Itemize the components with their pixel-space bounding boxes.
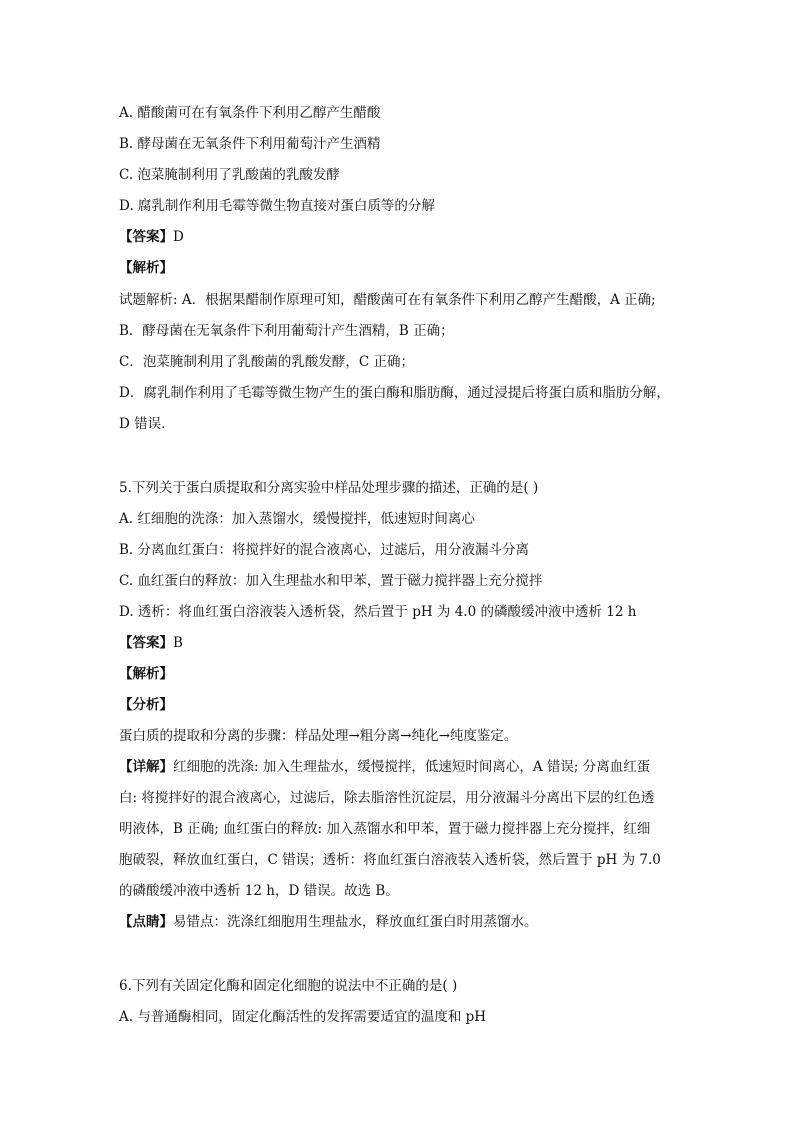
q4-analysis-line: D．腐乳制作利用了毛霉等微生物产生的蛋白酶和脂肪酶，通过浸提后将蛋白质和脂肪分解， <box>119 385 670 401</box>
detail-text: 红细胞的洗涤: 加入生理盐水，缓慢搅拌，低速短时间离心，A 错误; 分离血红蛋 <box>173 759 651 775</box>
q4-analysis-tag: 【解析】 <box>119 260 173 276</box>
q4-analysis-line: 试题解析: A．根据果醋制作原理可知，醋酸菌可在有氧条件下利用乙醇产生醋酸，A 正确; <box>119 292 656 308</box>
answer-tag: 【答案】 <box>119 229 173 245</box>
dianjing-tag: 【点睛】 <box>119 914 173 930</box>
q5-option-b: B. 分离血红蛋白：将搅拌好的混合液离心，过滤后，用分液漏斗分离 <box>119 542 530 558</box>
q6-option-a: A. 与普通酶相同，固定化酶活性的发挥需要适宜的温度和 pH <box>119 1009 487 1025</box>
q5-analysis-tag: 【解析】 <box>119 666 173 682</box>
q4-analysis-line: B．酵母菌在无氧条件下利用葡萄汁产生酒精，B 正确； <box>119 323 454 339</box>
dianjing-text: 易错点：洗涤红细胞用生理盐水，释放血红蛋白时用蒸馏水。 <box>173 914 538 930</box>
q5-option-a: A. 红细胞的洗涤：加入蒸馏水，缓慢搅拌，低速短时间离心 <box>119 511 475 527</box>
q5-detail-line <box>119 758 650 776</box>
q5-option-c: C. 血红蛋白的释放：加入生理盐水和甲苯，置于磁力搅拌器上充分搅拌 <box>119 573 543 589</box>
q5-stem: 5.下列关于蛋白质提取和分离实验中样品处理步骤的描述，正确的是( ) <box>119 480 539 496</box>
q4-option-b: B. 酵母菌在无氧条件下利用葡萄汁产生酒精 <box>119 136 381 152</box>
q4-option-a: A. 醋酸菌可在有氧条件下利用乙醇产生醋酸 <box>119 105 381 121</box>
q5-fenxi-tag: 【分析】 <box>119 697 173 713</box>
q4-option-d: D. 腐乳制作利用毛霉等微生物直接对蛋白质等的分解 <box>119 198 435 214</box>
answer-value: B <box>173 635 183 651</box>
q5-option-d: D. 透析：将血红蛋白溶液装入透析袋，然后置于 pH 为 4.0 的磷酸缓冲液中透析 12 h <box>119 604 637 620</box>
q5-detail-line: 胞破裂，释放血红蛋白，C 错误；透析：将血红蛋白溶液装入透析袋，然后置于 pH 为 7.0 <box>119 852 661 868</box>
q4-option-c: C. 泡菜腌制利用了乳酸菌的乳酸发酵 <box>119 167 340 183</box>
answer-tag: 【答案】 <box>119 635 173 651</box>
q4-analysis-line: D 错误． <box>119 416 175 432</box>
q5-detail-line: 明液体，B 正确; 血红蛋白的释放: 加入蒸馏水和甲苯，置于磁力搅拌器上充分搅拌，红细 <box>119 821 651 837</box>
q4-answer <box>119 228 184 246</box>
q5-fenxi-text: 蛋白质的提取和分离的步骤：样品处理→粗分离→纯化→纯度鉴定。 <box>119 728 518 744</box>
answer-value: D <box>173 229 184 245</box>
q5-answer <box>119 634 183 652</box>
q6-stem: 6.下列有关固定化酶和固定化细胞的说法中不正确的是( ) <box>119 978 458 994</box>
q5-detail-line: 的磷酸缓冲液中透析 12 h，D 错误。故选 B。 <box>119 883 399 899</box>
detail-tag: 【详解】 <box>119 759 173 775</box>
q5-detail-line: 白: 将搅拌好的混合液离心，过滤后，除去脂溶性沉淀层，用分液漏斗分离出下层的红色透 <box>119 790 655 806</box>
q5-dianjing <box>119 913 538 931</box>
q4-analysis-line: C．泡菜腌制利用了乳酸菌的乳酸发酵，C 正确； <box>119 354 414 370</box>
